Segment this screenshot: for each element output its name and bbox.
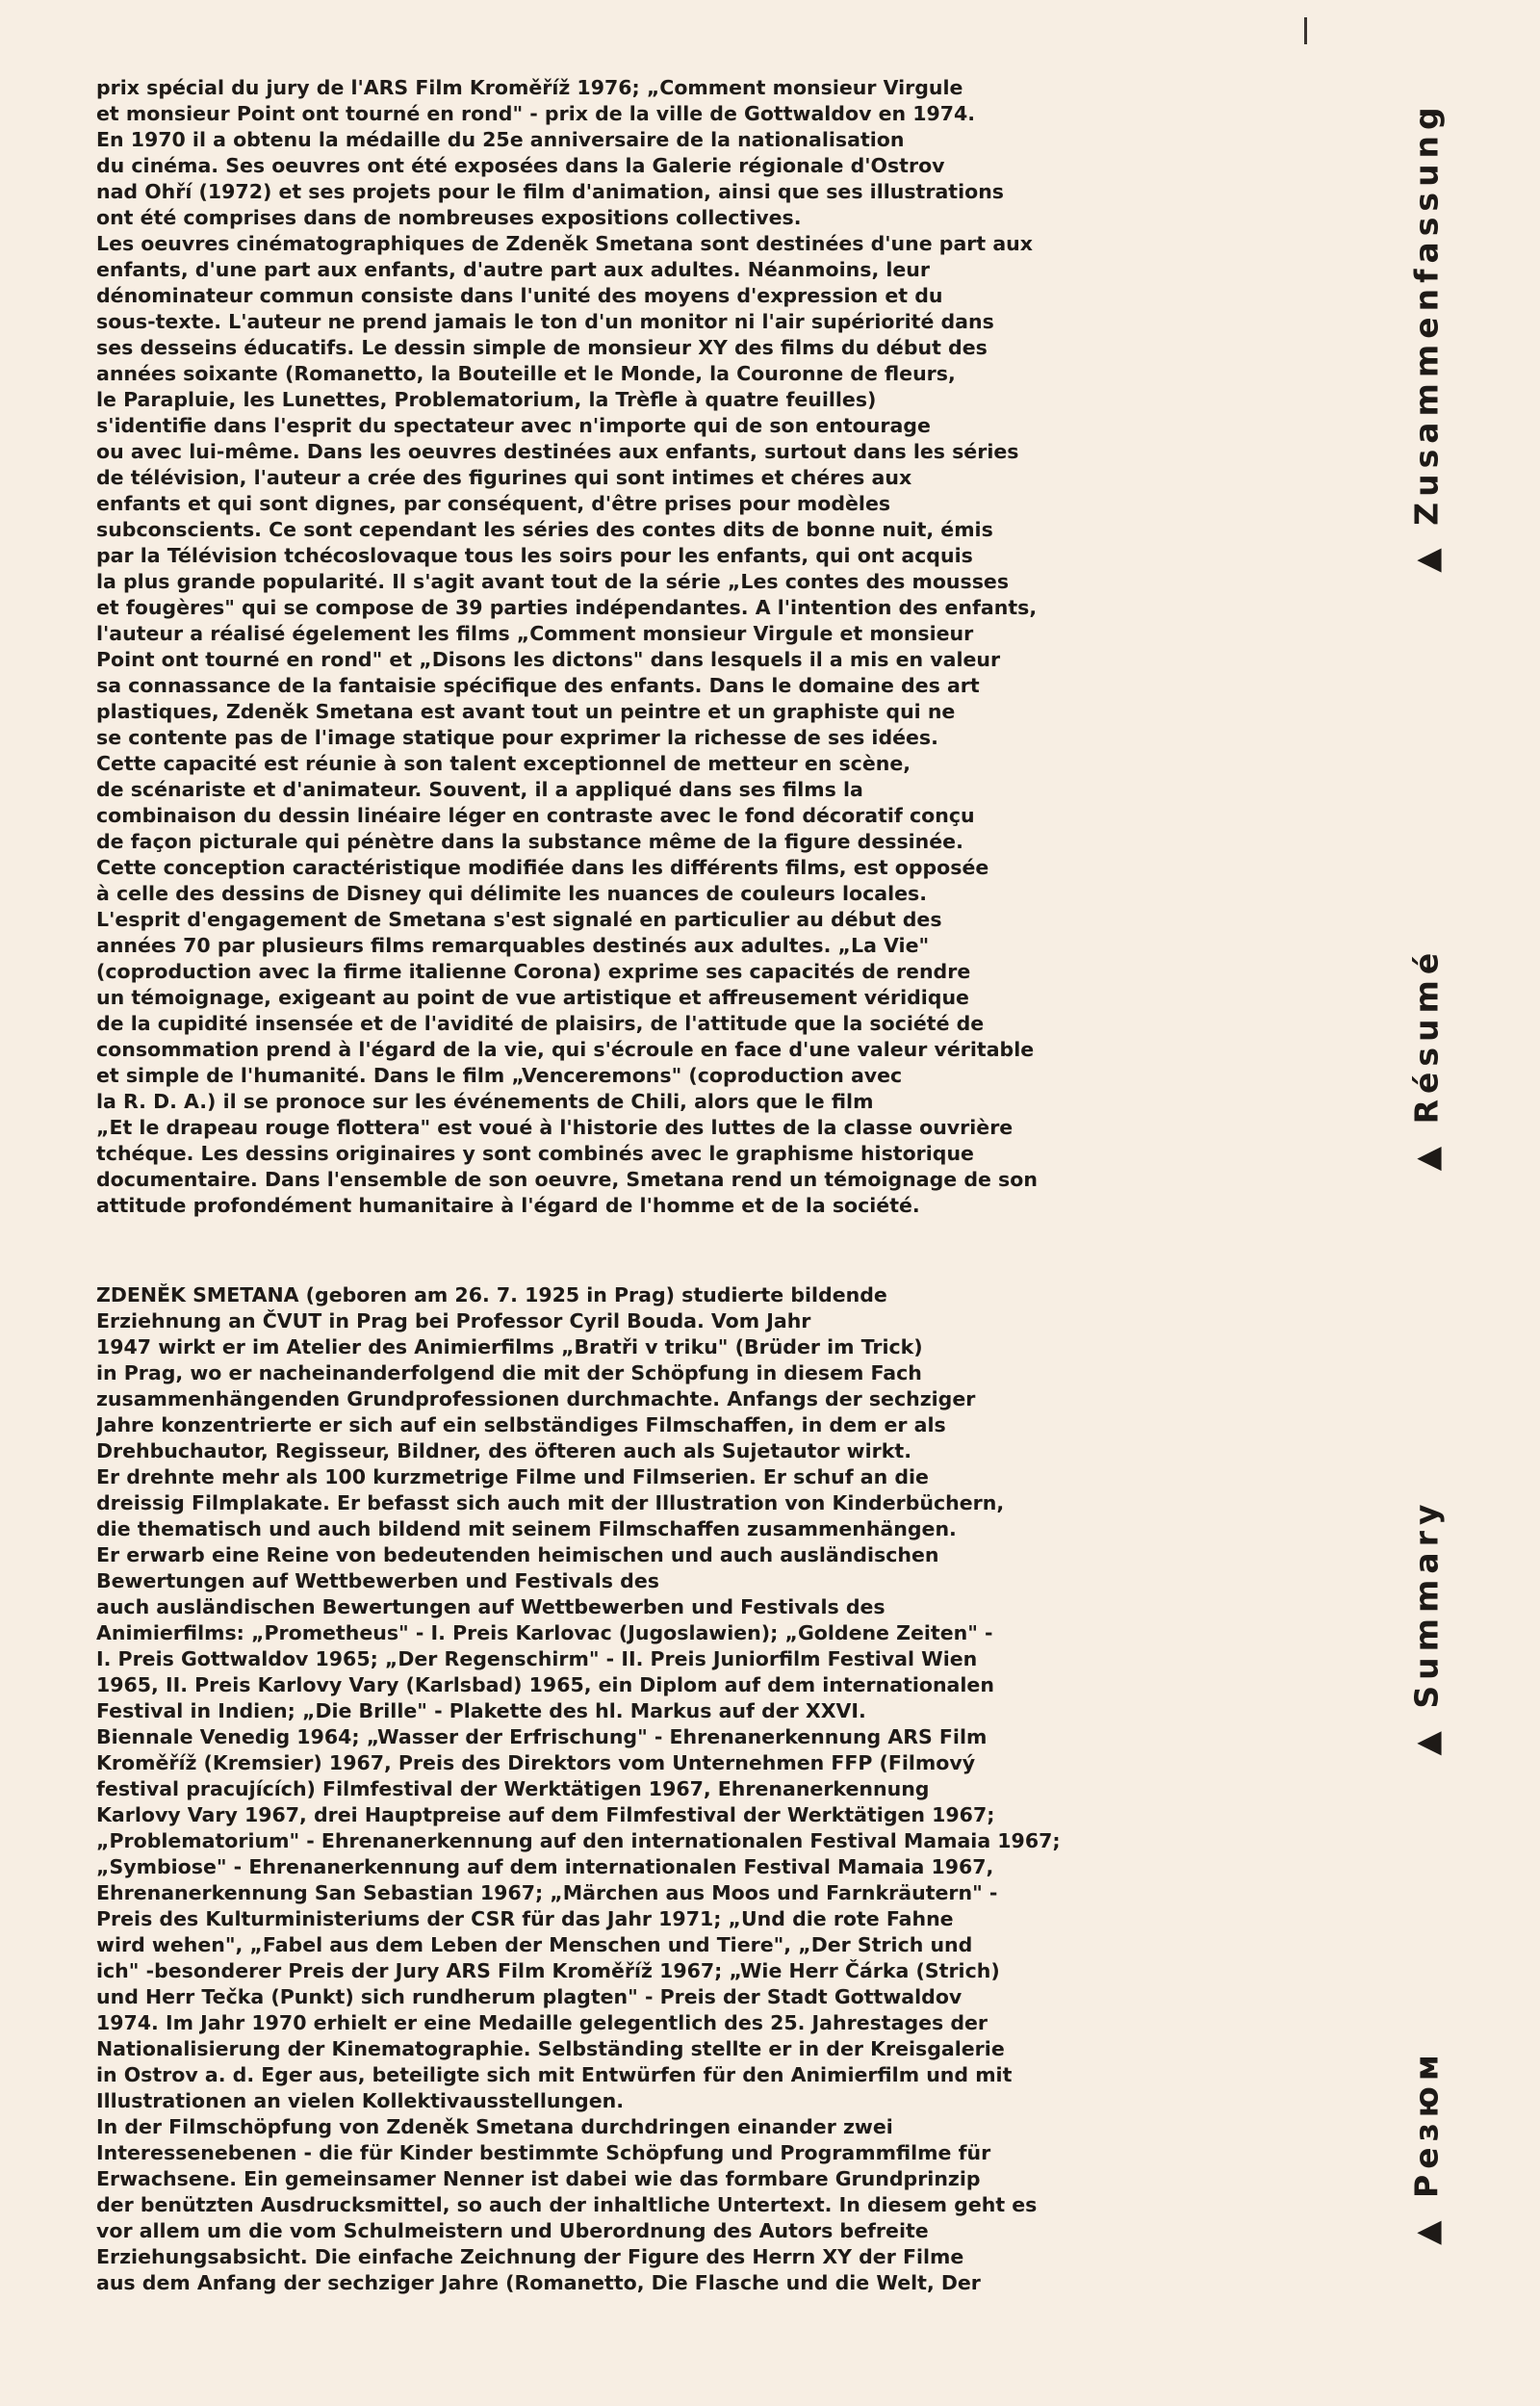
text-line: Jahre konzentrierte er sich auf ein selbständiges Filmschaffen, in dem er als <box>96 1413 946 1436</box>
text-line: Karlovy Vary 1967, drei Hauptpreise auf dem Filmfestival der Werktätigen 1967; <box>96 1803 995 1826</box>
text-line: Kroměříž (Kremsier) 1967, Preis des Direktors vom Unternehmen FFP (Filmový <box>96 1751 976 1774</box>
text-line: Erwachsene. Ein gemeinsamer Nenner ist dabei wie das formbare Grundprinzip <box>96 2167 981 2190</box>
text-line: 1965, II. Preis Karlovy Vary (Karlsbad) 1965, ein Diplom auf dem internationalen <box>96 1673 994 1696</box>
text-line: Festival in Indien; „Die Brille" - Plakette des hl. Markus auf der XXVI. <box>96 1699 866 1722</box>
text-line: le Parapluie, les Lunettes, Problematorium, la Trèfle à quatre feuilles) <box>96 388 877 411</box>
text-line: dreissig Filmplakate. Er befasst sich auch mit der Illustration von Kinderbüchern, <box>96 1491 1005 1514</box>
text-line: s'identifie dans l'esprit du spectateur avec n'importe qui de son entourage <box>96 414 931 437</box>
text-line: nad Ohří (1972) et ses projets pour le film d'animation, ainsi que ses illustrations <box>96 180 1004 203</box>
text-line: festival pracujících) Filmfestival der Werktätigen 1967, Ehrenanerkennung <box>96 1777 930 1800</box>
text-line: enfants et qui sont dignes, par conséquent, d'être prises pour modèles <box>96 492 891 515</box>
text-line: auch ausländischen Bewertungen auf Wettbewerben und Festivals des <box>96 1595 886 1618</box>
text-line: und Herr Tečka (Punkt) sich rundherum plagten" - Preis der Stadt Gottwaldov <box>96 1985 962 2008</box>
text-line: in Ostrov a. d. Eger aus, beteiligte sich mit Entwürfen für den Animierfilm und mit <box>96 2063 1013 2086</box>
text-line: wird wehen", „Fabel aus dem Leben der Menschen und Tiere", „Der Strich und <box>96 1933 973 1956</box>
text-line: la R. D. A.) il se pronoce sur les événements de Chili, alors que le film <box>96 1090 874 1113</box>
text-line: de télévision, l'auteur a crée des figurines qui sont intimes et chéres aux <box>96 466 912 489</box>
summary-marker[interactable] <box>1398 1473 1455 1781</box>
text-line: „Problematorium" - Ehrenanerkennung auf den internationalen Festival Mamaia 1967; <box>96 1829 1061 1852</box>
text-line: sa connassance de la fantaisie spécifique des enfants. Dans le domaine des art <box>96 674 980 697</box>
text-line: Point ont tourné en rond" et „Disons les dictons" dans lesquels il a mis en valeur <box>96 648 1001 671</box>
text-line: du cinéma. Ses oeuvres ont été exposées dans la Galerie régionale d'Ostrov <box>96 154 945 177</box>
text-line: Illustrationen an vielen Kollektivausstellungen. <box>96 2089 625 2112</box>
text-line: plastiques, Zdeněk Smetana est avant tout un peintre et un graphiste qui ne <box>96 700 956 723</box>
text-line: Drehbuchautor, Regisseur, Bildner, des öfteren auch als Sujetautor wirkt. <box>96 1439 911 1462</box>
text-line: se contente pas de l'image statique pour exprimer la richesse de ses idées. <box>96 726 938 749</box>
text-line: attitude profondément humanitaire à l'égard de l'homme et de la société. <box>96 1194 920 1217</box>
text-line: la plus grande popularité. Il s'agit avant tout de la série „Les contes des mousses <box>96 570 1010 593</box>
text-line: Interessenebenen - die für Kinder bestimmte Schöpfung und Programmfilme für <box>96 2141 991 2164</box>
french-summary-text <box>96 75 1232 1219</box>
text-line: Ehrenanerkennung San Sebastian 1967; „Märchen aus Moos und Farnkräutern" - <box>96 1881 998 1904</box>
text-line: un témoignage, exigeant au point de vue artistique et affreusement véridique <box>96 986 969 1009</box>
text-line: zusammenhängenden Grundprofessionen durchmachte. Anfangs der sechziger <box>96 1387 976 1410</box>
text-line: ou avec lui-même. Dans les oeuvres destinées aux enfants, surtout dans les séries <box>96 440 1019 463</box>
text-line: de scénariste et d'animateur. Souvent, il a appliqué dans ses films la <box>96 778 863 801</box>
rezyume-marker[interactable] <box>1398 2003 1455 2291</box>
text-line: „Et le drapeau rouge flottera" est voué à l'historie des luttes de la classe ouvrière <box>96 1116 1014 1139</box>
text-line: à celle des dessins de Disney qui délimite les nuances de couleurs locales. <box>96 882 928 905</box>
summary-label: ▲ Summary <box>1407 1498 1446 1756</box>
text-line: ont été comprises dans de nombreuses expositions collectives. <box>96 206 802 229</box>
resume-label: ▲ Résumé <box>1407 946 1446 1172</box>
text-line: L'esprit d'engagement de Smetana s'est signalé en particulier au début des <box>96 908 942 931</box>
rezyume-label: ▲ Резюм <box>1407 2049 1446 2245</box>
text-line: enfants, d'une part aux enfants, d'autre part aux adultes. Néanmoins, leur <box>96 258 931 281</box>
resume-marker[interactable] <box>1398 915 1455 1203</box>
text-line: Cette capacité est réunie à son talent exceptionnel de metteur en scène, <box>96 752 911 775</box>
text-line: I. Preis Gottwaldov 1965; „Der Regenschirm" - II. Preis Juniorfilm Festival Wien <box>96 1647 978 1670</box>
text-line: Erziehnung an ČVUT in Prag bei Professor Cyril Bouda. Vom Jahr <box>96 1309 811 1332</box>
text-line: Les oeuvres cinématographiques de Zdeněk Smetana sont destinées d'une part aux <box>96 232 1033 255</box>
text-line: Bewertungen auf Wettbewerben und Festivals des <box>96 1569 659 1592</box>
text-line: 1974. Im Jahr 1970 erhielt er eine Medaille gelegentlich des 25. Jahrestages der <box>96 2011 988 2034</box>
text-line: combinaison du dessin linéaire léger en contraste avec le fond décoratif conçu <box>96 804 975 827</box>
margin-tick-mark <box>1304 17 1307 44</box>
text-line: In der Filmschöpfung von Zdeněk Smetana durchdringen einander zwei <box>96 2115 893 2138</box>
text-line: années soixante (Romanetto, la Bouteille et le Monde, la Couronne de fleurs, <box>96 362 956 385</box>
text-line: En 1970 il a obtenu la médaille du 25e anniversaire de la nationalisation <box>96 128 905 151</box>
text-line: dénominateur commun consiste dans l'unité des moyens d'expression et du <box>96 284 943 307</box>
text-line: Nationalisierung der Kinematographie. Selbständing stellte er in der Kreisgalerie <box>96 2037 1005 2060</box>
text-line: der benützten Ausdrucksmittel, so auch der inhaltliche Untertext. In diesem geht es <box>96 2193 1038 2216</box>
zusammenfassung-label: ▲ Zusammenfassung <box>1407 101 1446 573</box>
text-line: tchéque. Les dessins originaires y sont combinés avec le graphisme historique <box>96 1142 974 1165</box>
text-line: ses desseins éducatifs. Le dessin simple de monsieur XY des films du début des <box>96 336 988 359</box>
zusammenfassung-marker[interactable] <box>1398 58 1455 616</box>
text-line: Er drehnte mehr als 100 kurzmetrige Filme und Filmserien. Er schuf an die <box>96 1465 929 1488</box>
text-line: années 70 par plusieurs films remarquables destinés aux adultes. „La Vie" <box>96 934 930 957</box>
text-line: consommation prend à l'égard de la vie, qui s'écroule en face d'une valeur véritable <box>96 1038 1035 1061</box>
text-line: par la Télévision tchécoslovaque tous les soirs pour les enfants, qui ont acquis <box>96 544 973 567</box>
text-line: Preis des Kulturministeriums der CSR für das Jahr 1971; „Und die rote Fahne <box>96 1907 954 1930</box>
text-line: 1947 wirkt er im Atelier des Animierfilms „Bratři v triku" (Brüder im Trick) <box>96 1335 923 1358</box>
text-line: documentaire. Dans l'ensemble de son oeuvre, Smetana rend un témoignage de son <box>96 1168 1038 1191</box>
german-summary-text <box>96 1282 1232 2296</box>
text-line: (coproduction avec la firme italienne Corona) exprime ses capacités de rendre <box>96 960 971 983</box>
text-line: de la cupidité insensée et de l'avidité de plaisirs, de l'attitude que la société de <box>96 1012 985 1035</box>
text-line: de façon picturale qui pénètre dans la substance même de la figure dessinée. <box>96 830 963 853</box>
text-line: subconscients. Ce sont cependant les séries des contes dits de bonne nuit, émis <box>96 518 993 541</box>
text-line: Erziehungsabsicht. Die einfache Zeichnung der Figure des Herrn XY der Filme <box>96 2245 964 2268</box>
text-line: in Prag, wo er nacheinanderfolgend die mit der Schöpfung in diesem Fach <box>96 1361 922 1384</box>
text-line: vor allem um die vom Schulmeistern und Uberordnung des Autors befreite <box>96 2219 929 2242</box>
text-line: et monsieur Point ont tourné en rond" - prix de la ville de Gottwaldov en 1974. <box>96 102 976 125</box>
text-line: „Symbiose" - Ehrenanerkennung auf dem internationalen Festival Mamaia 1967, <box>96 1855 994 1878</box>
text-line: l'auteur a réalisé égelement les films „Comment monsieur Virgule et monsieur <box>96 622 974 645</box>
text-line: ZDENĚK SMETANA (geboren am 26. 7. 1925 in Prag) studierte bildende <box>96 1283 887 1306</box>
text-line: et fougères" qui se compose de 39 parties indépendantes. A l'intention des enfants, <box>96 596 1038 619</box>
text-line: sous-texte. L'auteur ne prend jamais le ton d'un monitor ni l'air supériorité dans <box>96 310 994 333</box>
text-line: et simple de l'humanité. Dans le film „Venceremons" (coproduction avec <box>96 1064 903 1087</box>
text-line: die thematisch und auch bildend mit seinem Filmschaffen zusammenhängen. <box>96 1517 957 1540</box>
text-line: ich" -besonderer Preis der Jury ARS Film Kroměříž 1967; „Wie Herr Čárka (Strich) <box>96 1959 1000 1982</box>
text-line: Er erwarb eine Reine von bedeutenden heimischen und auch ausländischen <box>96 1543 939 1566</box>
text-line: aus dem Anfang der sechziger Jahre (Romanetto, Die Flasche und die Welt, Der <box>96 2271 981 2294</box>
text-line: Cette conception caractéristique modifiée dans les différents films, est opposée <box>96 856 989 879</box>
text-line: prix spécial du jury de l'ARS Film Kroměříž 1976; „Comment monsieur Virgule <box>96 76 963 99</box>
text-line: Animierfilms: „Prometheus" - I. Preis Karlovac (Jugoslawien); „Goldene Zeiten" - <box>96 1621 993 1644</box>
text-line: Biennale Venedig 1964; „Wasser der Erfrischung" - Ehrenanerkennung ARS Film <box>96 1725 988 1748</box>
